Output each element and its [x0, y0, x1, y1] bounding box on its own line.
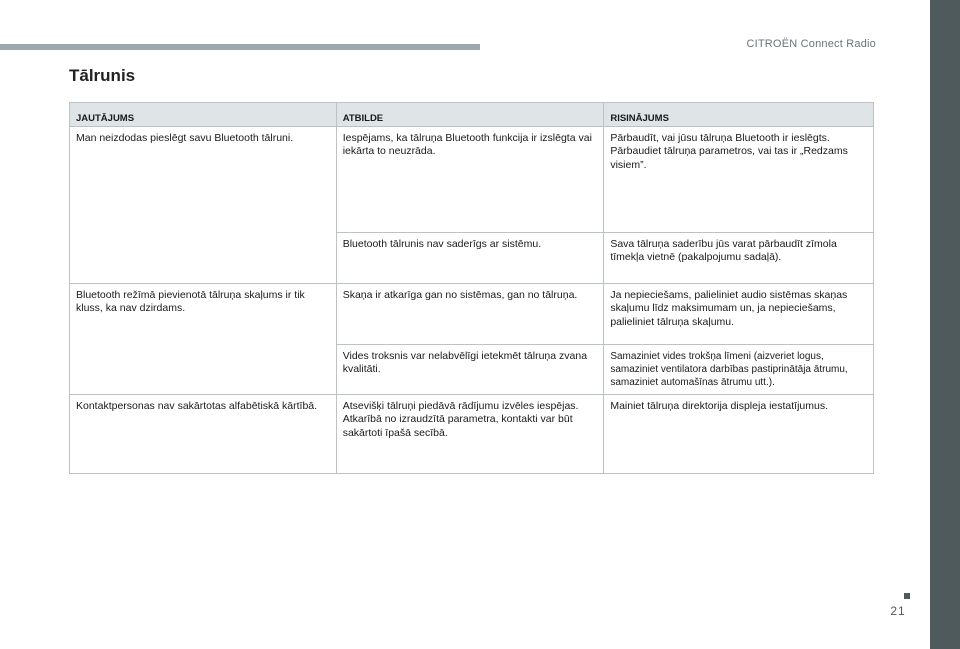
page-title: Tālrunis: [69, 66, 136, 85]
answer-cell: Bluetooth tālrunis nav saderīgs ar sistēmu.: [336, 232, 604, 283]
troubleshooting-table: [69, 102, 874, 474]
page-number: 21: [890, 604, 906, 618]
answer-cell: Atsevišķi tālruņi piedāvā rādījumu izvēles iespējas. Atkarībā no izraudzītā parametra, kontakti var būt sakārtoti īpašā secībā.: [336, 394, 604, 473]
table-row: [70, 394, 874, 473]
question-cell: Bluetooth režīmā pievienotā tālruņa skaļums ir tik kluss, ka nav dzirdams.: [70, 283, 337, 344]
header-question: JAUTĀJUMS: [70, 103, 337, 127]
right-edge-bar: [930, 0, 960, 649]
answer-cell: Vides troksnis var nelabvēlīgi ietekmēt tālruņa zvana kvalitāti.: [336, 344, 604, 394]
header-brand: CITROËN Connect Radio: [746, 38, 876, 50]
question-cell: Man neizdodas pieslēgt savu Bluetooth tālruni.: [70, 126, 337, 232]
answer-cell: Skaņa ir atkarīga gan no sistēmas, gan no tālruņa.: [336, 283, 604, 344]
solution-cell: Ja nepieciešams, palieliniet audio sistēmas skaņas skaļumu līdz maksimumam un, ja nepieciešams, palieliniet tālruņa skaļumu.: [604, 283, 874, 344]
table-header-row: [70, 103, 874, 127]
header-rule: [0, 44, 480, 50]
header-answer: ATBILDE: [336, 103, 604, 127]
table-row: [70, 283, 874, 344]
page-marker-square-icon: [904, 593, 910, 599]
header-solution: RISINĀJUMS: [604, 103, 874, 127]
table-row: [70, 232, 874, 283]
question-cell: [70, 232, 337, 283]
solution-cell: Pārbaudīt, vai jūsu tālruņa Bluetooth ir ieslēgts. Pārbaudiet tālruņa parametros, vai tas ir „Redzams visiem”.: [604, 126, 874, 232]
answer-cell: Iespējams, ka tālruņa Bluetooth funkcija ir izslēgta vai iekārta to neuzrāda.: [336, 126, 604, 232]
question-cell: [70, 344, 337, 394]
question-cell: Kontaktpersonas nav sakārtotas alfabētiskā kārtībā.: [70, 394, 337, 473]
table-row: [70, 126, 874, 232]
table-row: [70, 344, 874, 394]
solution-cell: Sava tālruņa saderību jūs varat pārbaudīt zīmola tīmekļa vietnē (pakalpojumu sadaļā).: [604, 232, 874, 283]
solution-cell: Mainiet tālruņa direktorija displeja iestatījumus.: [604, 394, 874, 473]
solution-cell: Samaziniet vides trokšņa līmeni (aizveriet logus, samaziniet ventilatora darbības pastiprinātāja ātrumu, samaziniet automašīnas ātrumu utt.).: [604, 344, 874, 394]
